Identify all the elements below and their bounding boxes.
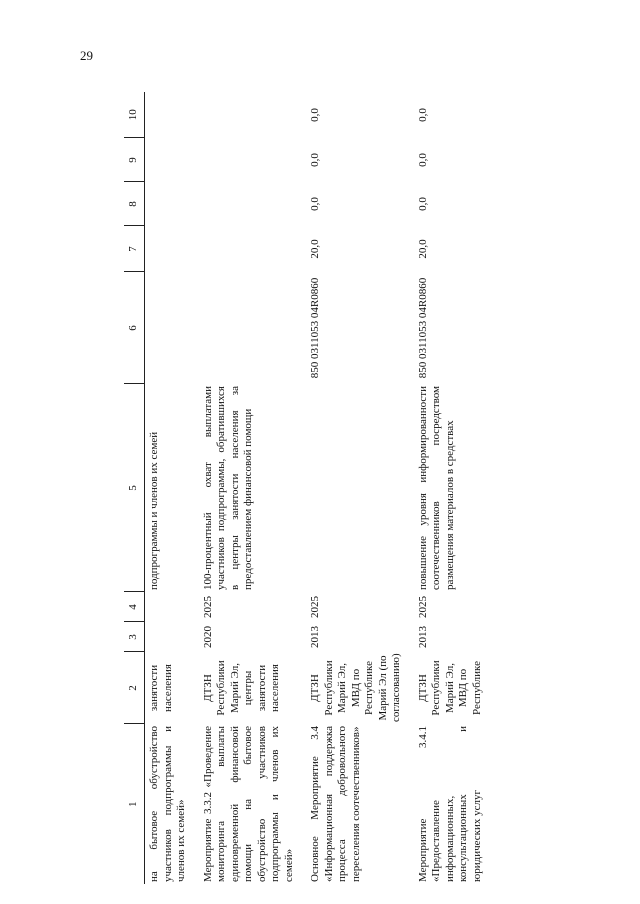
value-col-9 [199, 138, 307, 182]
value-col-8: 0,0 [309, 197, 321, 211]
expected-result: подпрограммы и членов их семей [148, 431, 160, 590]
value-col-10: 0,0 [309, 108, 321, 122]
table-row [145, 92, 199, 884]
start-year: 2020 [201, 626, 214, 648]
event-name: на бытовое обустройство участников подпрограммы и членов их семей» [148, 726, 187, 882]
value-col-8: 0,0 [416, 197, 429, 211]
col-header-3: 3 [124, 622, 145, 652]
event-name: Основное Мероприятие 3.4 «Информационная поддержка процесса добровольного переселения соотечественников» [309, 726, 362, 882]
events-table [124, 92, 494, 884]
value-col-7: 20,0 [309, 239, 321, 259]
start-year: 2013 [309, 626, 321, 648]
rotated-table-container [124, 92, 624, 884]
table-row [414, 92, 495, 884]
expected-result: повышение уровня информированности соотечественников посредством размещения материалов в средствах [416, 386, 456, 590]
table-row [306, 92, 414, 884]
value-col-8 [199, 182, 307, 226]
event-name: Мероприятие 3.3.2 «Проведение мониторинга выплаты единовременной финансовой помощи на бытовое обустройство участников подпрограммы и членов их семей» [201, 726, 295, 882]
executor: ДТЗН Республики Марий Эл, центры занятости населения [201, 660, 281, 716]
column-number-row [124, 92, 145, 884]
value-col-10 [199, 92, 307, 138]
end-year: 2025 [309, 596, 321, 618]
expected-result [306, 384, 414, 592]
end-year: 2025 [416, 596, 429, 618]
budget-code: 850 0311053 04R0860 [309, 277, 321, 379]
event-name: Мероприятие 3.4.1 «Предоставление информационных, консультационных и юридических услуг [416, 726, 483, 882]
executor: ДТЗН Республики Марий Эл, МВД по Республике [416, 660, 483, 716]
executor: занятости населения [148, 664, 174, 712]
executor: ДТЗН Республики Марий Эл, МВД по Республике Марий Эл (по согласованию) [309, 653, 402, 722]
start-year: 2013 [416, 626, 429, 648]
value-col-7: 20,0 [416, 239, 429, 259]
end-year: 2025 [201, 596, 214, 618]
budget-code [199, 272, 307, 384]
col-header-4: 4 [124, 592, 145, 622]
col-header-8: 8 [124, 182, 145, 226]
col-header-9: 9 [124, 138, 145, 182]
value-col-9 [145, 138, 199, 182]
col-header-5: 5 [124, 384, 145, 592]
value-col-8 [145, 182, 199, 226]
col-header-2: 2 [124, 652, 145, 724]
value-col-10 [145, 92, 199, 138]
budget-code [145, 272, 199, 384]
value-col-7 [145, 226, 199, 272]
expected-result: 100-процентный охват выплатами участников подпрограммы, обратившихся в центры занятости населения за предоставлением финансовой помощи [201, 386, 254, 590]
budget-code: 850 0311053 04R0860 [416, 277, 429, 379]
table-row [199, 92, 307, 884]
value-col-10: 0,0 [416, 108, 429, 122]
start-year [145, 622, 199, 652]
value-col-7 [199, 226, 307, 272]
col-header-7: 7 [124, 226, 145, 272]
value-col-9: 0,0 [309, 153, 321, 167]
value-col-9: 0,0 [416, 153, 429, 167]
col-header-10: 10 [124, 92, 145, 138]
col-header-1: 1 [124, 724, 145, 884]
col-header-6: 6 [124, 272, 145, 384]
end-year [145, 592, 199, 622]
page-number: 29 [80, 48, 93, 63]
